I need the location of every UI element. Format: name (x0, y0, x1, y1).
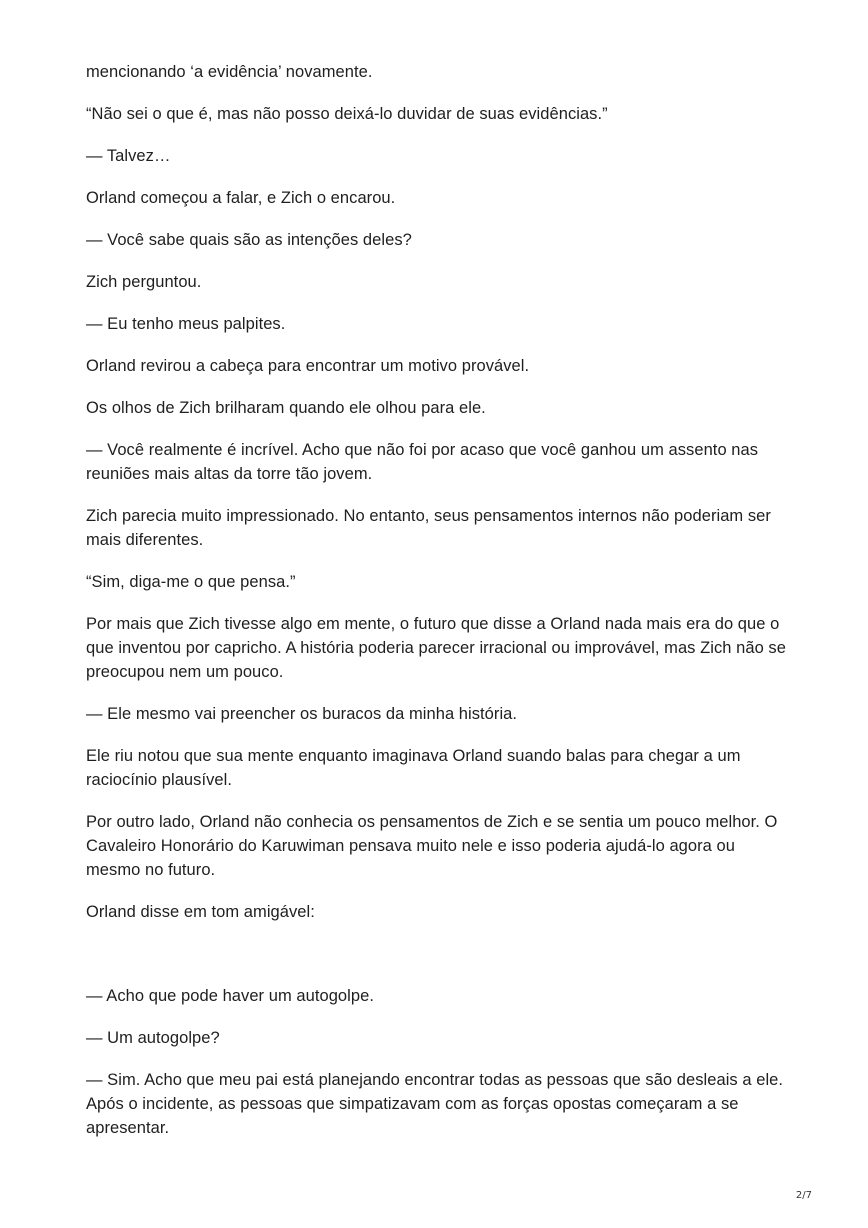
document-body (86, 60, 786, 1158)
paragraph: — Você sabe quais são as intenções deles? (86, 231, 412, 249)
paragraph: mencionando ‘a evidência’ novamente. (86, 63, 373, 81)
paragraph: Os olhos de Zich brilharam quando ele olhou para ele. (86, 399, 486, 417)
paragraph: “Não sei o que é, mas não posso deixá-lo duvidar de suas evidências.” (86, 105, 608, 123)
paragraph: Por mais que Zich tivesse algo em mente, o futuro que disse a Orland nada mais era do que o que inventou por capricho. A história poderia parecer irracional ou improvável, mas Zich não se preocupou nem um pouco. (86, 615, 786, 681)
blank-space (86, 942, 786, 984)
paragraph: “Sim, diga-me o que pensa.” (86, 573, 296, 591)
paragraph: Orland revirou a cabeça para encontrar um motivo provável. (86, 357, 530, 375)
paragraph: Orland disse em tom amigável: (86, 903, 315, 921)
paragraph: — Acho que pode haver um autogolpe. (86, 987, 374, 1005)
paragraph: — Um autogolpe? (86, 1029, 220, 1047)
paragraph: — Eu tenho meus palpites. (86, 315, 286, 333)
paragraph: Orland começou a falar, e Zich o encarou. (86, 189, 396, 207)
paragraph: Ele riu notou que sua mente enquanto imaginava Orland suando balas para chegar a um raciocínio plausível. (86, 747, 741, 789)
paragraph: Zich parecia muito impressionado. No entanto, seus pensamentos internos não poderiam ser mais diferentes. (86, 507, 771, 549)
paragraph: — Ele mesmo vai preencher os buracos da minha história. (86, 705, 518, 723)
page-number: 2/7 (795, 1190, 812, 1201)
paragraph: — Sim. Acho que meu pai está planejando encontrar todas as pessoas que são desleais a ele. Após o incidente, as pessoas que simpatizavam com as forças opostas começaram a se apresentar. (86, 1071, 784, 1137)
paragraph: — Talvez… (86, 147, 171, 165)
paragraph: Zich perguntou. (86, 273, 202, 291)
paragraph: — Você realmente é incrível. Acho que não foi por acaso que você ganhou um assento nas reuniões mais altas da torre tão jovem. (86, 441, 759, 483)
paragraph: Por outro lado, Orland não conhecia os pensamentos de Zich e se sentia um pouco melhor. O Cavaleiro Honorário do Karuwiman pensava muito nele e isso poderia ajudá-lo agora ou mesmo no futuro. (86, 813, 778, 879)
